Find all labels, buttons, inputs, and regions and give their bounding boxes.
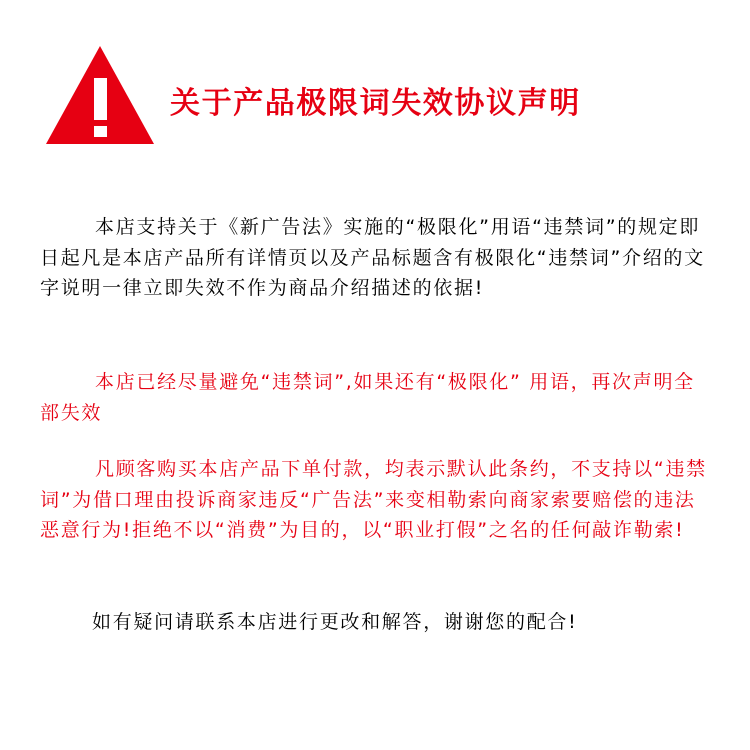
paragraph-text: 本店支持关于《新广告法》实施的“极限化”用语“违禁词”的规定即日起凡是本店产品所有详情页以及产品标题含有极限化“违禁词”介绍的文字说明一律立即失效不作为商品介绍描述的依据! (40, 216, 705, 299)
paragraph-text: 如有疑问请联系本店进行更改和解答，谢谢您的配合! (92, 611, 578, 633)
exclamation-bar (94, 78, 107, 120)
paragraph-purchase-terms (40, 454, 710, 546)
paragraph-contact-closing (92, 607, 732, 638)
paragraph-invalidation-notice (40, 367, 710, 428)
paragraph-text: 本店已经尽量避免“违禁词”,如果还有“极限化” 用语，再次声明全部失效 (40, 371, 695, 424)
paragraph-policy-statement (40, 212, 710, 304)
paragraph-text: 凡顾客购买本店产品下单付款，均表示默认此条约，不支持以“违禁词”为借口理由投诉商家违反“广告法”来变相勒索向商家索要赔偿的违法恶意行为!拒绝不以“消费”为目的，以“职业打假”之名的任何敲诈勒索! (40, 458, 707, 541)
header (40, 42, 720, 152)
page-title: 关于产品极限词失效协议声明 (170, 86, 581, 121)
exclamation-dot (94, 126, 107, 137)
warning-triangle-icon (44, 44, 156, 146)
